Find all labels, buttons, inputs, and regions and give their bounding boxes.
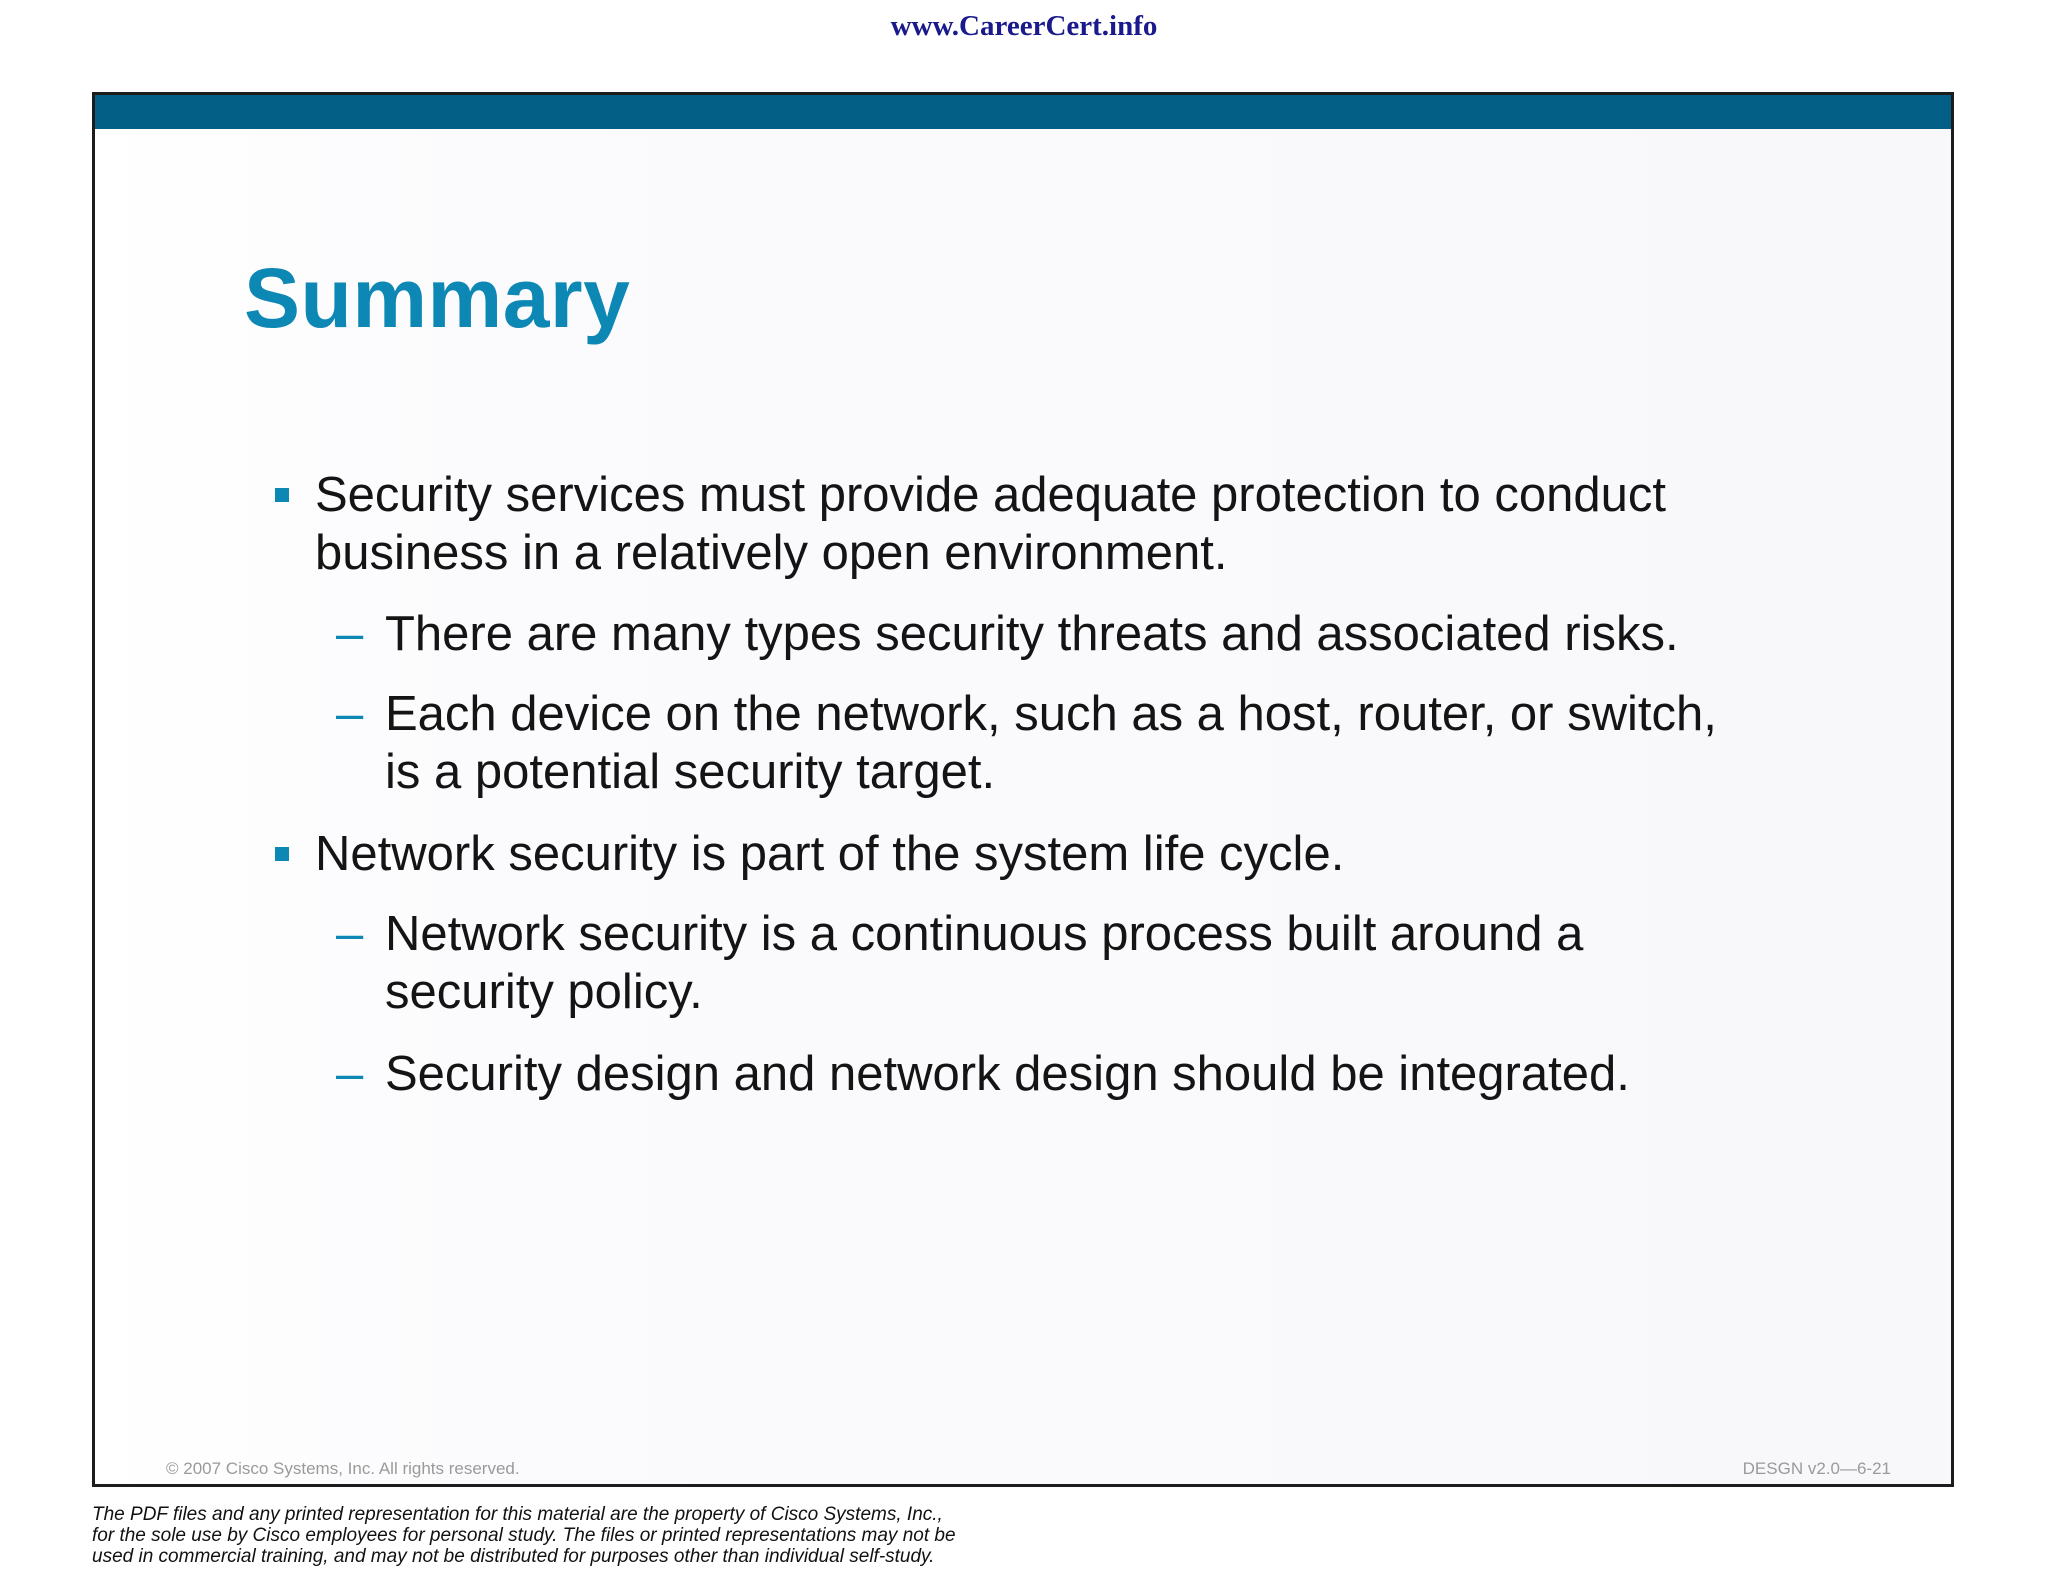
bullet-line: Network security is part of the system life cycle. [315, 827, 1345, 881]
sub-bullet-line: There are many types security threats and associated risks. [385, 607, 1679, 661]
bullet-item [315, 825, 1344, 883]
disclaimer-line: The PDF files and any printed representation for this material are the property of Cisco Systems, Inc., [92, 1504, 943, 1525]
dash-bullet-icon: – [336, 1047, 364, 1101]
sub-bullet-line: Each device on the network, such as a host, router, or switch, [385, 687, 1717, 741]
disclaimer-line: used in commercial training, and may not be distributed for purposes other than individual self-study. [92, 1546, 935, 1567]
square-bullet-icon [275, 488, 289, 502]
copyright-notice: © 2007 Cisco Systems, Inc. All rights reserved. [166, 1459, 520, 1478]
sub-bullet-line: Security design and network design should be integrated. [385, 1047, 1630, 1101]
sub-bullet-item [385, 905, 1583, 1021]
sub-bullet-line: is a potential security target. [385, 745, 996, 799]
course-code: DESGN v2.0—6-21 [1742, 1459, 1891, 1478]
sub-bullet-item [385, 1045, 1630, 1103]
sub-bullet-item [385, 685, 1717, 801]
slide-header-bar [95, 95, 1951, 129]
bullet-line: business in a relatively open environment. [315, 526, 1228, 580]
disclaimer [92, 1504, 1192, 1567]
square-bullet-icon [275, 847, 289, 861]
sub-bullet-line: Network security is a continuous process built around a [385, 907, 1584, 961]
slide-title: Summary [244, 251, 631, 345]
disclaimer-line: for the sole use by Cisco employees for personal study. The files or printed representations may not be [92, 1525, 956, 1546]
sub-bullet-line: security policy. [385, 965, 703, 1019]
slide-frame [92, 92, 1954, 1487]
dash-bullet-icon: – [336, 607, 364, 661]
sub-bullet-item [385, 605, 1679, 663]
dash-bullet-icon: – [336, 907, 364, 961]
bullet-line: Security services must provide adequate protection to conduct [315, 468, 1666, 522]
bullet-item [315, 466, 1666, 582]
site-url-header[interactable]: www.CareerCert.info [890, 10, 1158, 42]
dash-bullet-icon: – [336, 687, 364, 741]
